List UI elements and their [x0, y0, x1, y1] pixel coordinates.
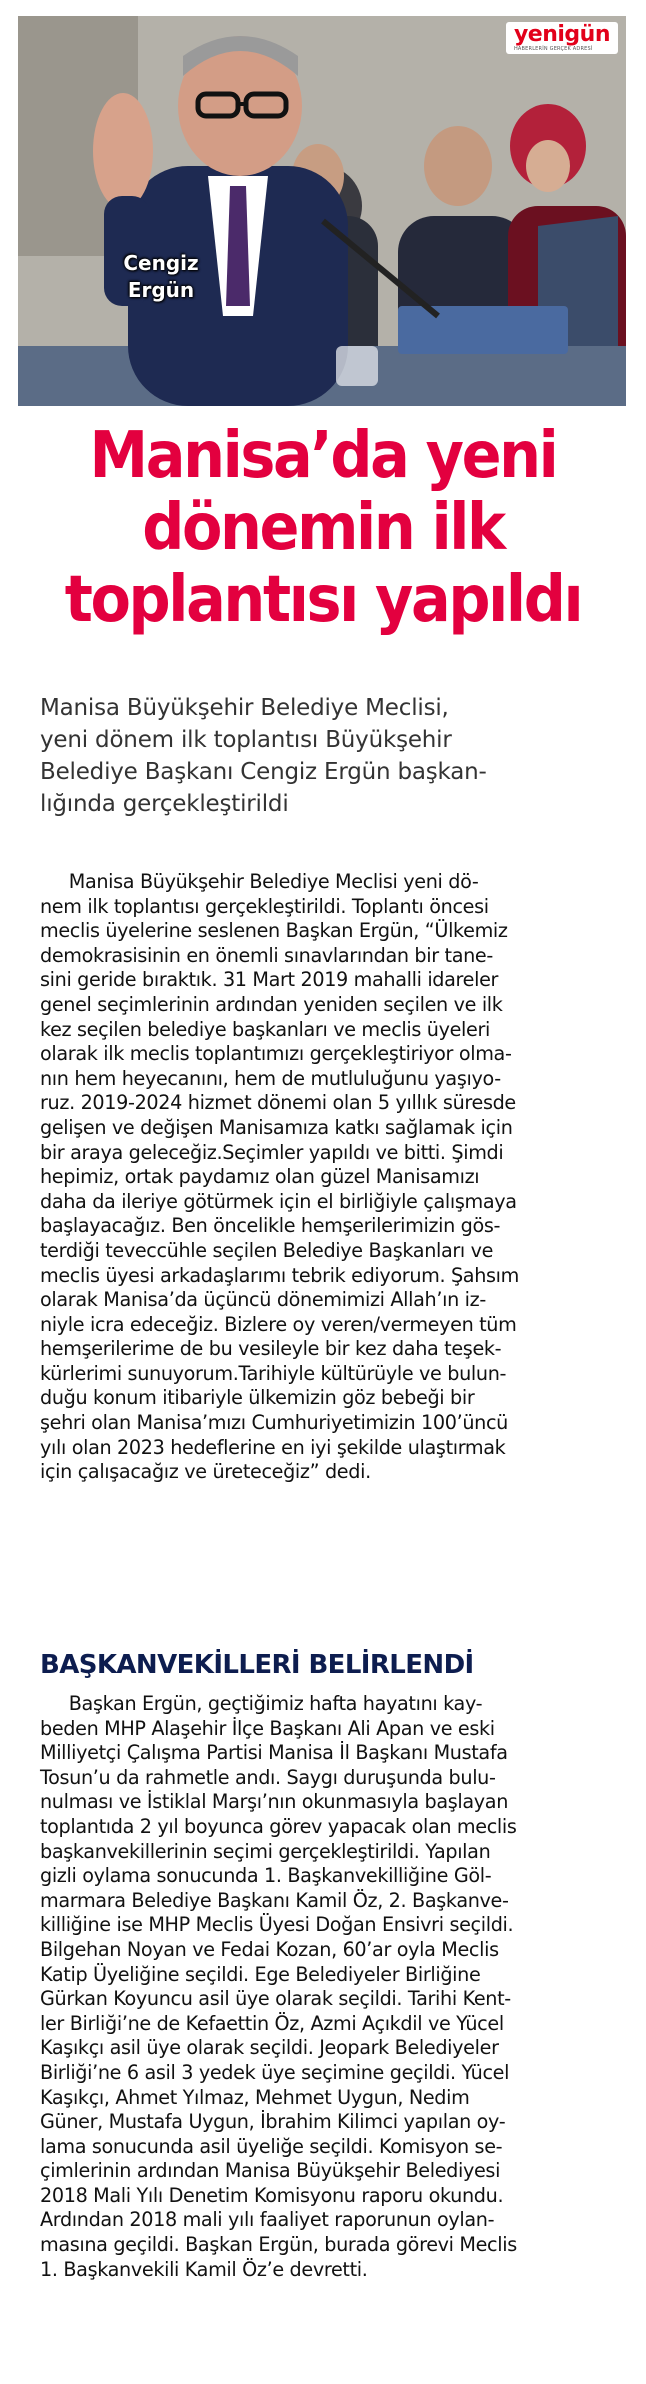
paragraph-line: Bilgehan Noyan ve Fedai Kozan, 60’ar oyla Meclis [40, 1937, 499, 1961]
paragraph-line: nem ilk toplantısı gerçekleştirildi. Toplantı öncesi [40, 894, 489, 918]
paragraph-line: beden MHP Alaşehir İlçe Başkanı Ali Apan ve eski [40, 1716, 495, 1740]
paragraph-line: ler Birliği’ne de Kefaettin Öz, Azmi Açıkdil ve Yücel [40, 2011, 504, 2035]
photo-illustration [18, 16, 626, 406]
section-heading: BAŞKANVEKİLLERİ BELİRLENDİ [40, 1650, 474, 1680]
paragraph-line: Gürkan Koyuncu asil üye olarak seçildi. Tarihi Kent- [40, 1987, 511, 2011]
paragraph-line: niyle icra edeceğiz. Bizlere oy veren/vermeyen tüm [40, 1312, 517, 1336]
caption-line-2: Ergün [127, 278, 195, 302]
paragraph-line: Ardından 2018 mali yılı faaliyet raporunun oylan- [40, 2208, 495, 2232]
paragraph-line: killiğine ise MHP Meclis Üyesi Doğan Ensivri seçildi. [40, 1913, 514, 1937]
paragraph-line: olarak ilk meclis toplantımızı gerçekleştiriyor olma- [40, 1042, 512, 1066]
paragraph-line: lama sonucunda asil üyeliğe seçildi. Komisyon se- [40, 2134, 503, 2158]
paragraph-line: şehri olan Manisa’mızı Cumhuriyetimizin 100’üncü [40, 1411, 508, 1435]
subheadline [40, 692, 630, 820]
paragraph-line: nın hem heyecanını, hem de mutluluğunu yaşıyo- [40, 1066, 501, 1090]
paragraph-line: sini geride bıraktık. 31 Mart 2019 mahalli idareler [40, 968, 499, 992]
paragraph-line: Birliği’ne 6 asil 3 yedek üye seçimine geçildi. Yücel [40, 2060, 510, 2084]
paragraph-line: genel seçimlerinin ardından yeniden seçilen ve ilk [40, 992, 503, 1016]
paragraph-line: başkanvekillerinin seçimi gerçekleştirildi. Yapılan [40, 1839, 491, 1863]
paragraph-line: duğu konum itibariyle ülkemizin göz bebeği bir [40, 1386, 475, 1410]
subheadline-line: Manisa Büyükşehir Belediye Meclisi, [40, 695, 449, 721]
subheadline-line: yeni dönem ilk toplantısı Büyükşehir [40, 727, 452, 753]
paragraph-line: çimlerinin ardından Manisa Büyükşehir Belediyesi [40, 2159, 501, 2183]
article-photo [18, 16, 626, 406]
paragraph-line: masına geçildi. Başkan Ergün, burada görevi Meclis [40, 2233, 517, 2257]
paragraph-line: terdiği teveccühle seçilen Belediye Başkanları ve [40, 1238, 494, 1262]
subheadline-line: lığında gerçekleştirildi [40, 791, 289, 817]
paragraph-line: Başkan Ergün, geçtiğimiz hafta hayatını kay- [40, 1692, 483, 1715]
paragraph-line: bir araya geleceğiz.Seçimler yapıldı ve bitti. Şimdi [40, 1140, 504, 1164]
paragraph-line: Milliyetçi Çalışma Partisi Manisa İl Başkanı Mustafa [40, 1741, 508, 1765]
paragraph-line: hemşerilerime de bu vesileyle bir kez daha teşek- [40, 1337, 502, 1361]
paragraph-line: Güner, Mustafa Uygun, İbrahim Kilimci yapılan oy- [40, 2110, 506, 2134]
paragraph-line: kez seçilen belediye başkanları ve meclis üyeleri [40, 1017, 490, 1041]
paragraph-line: ruz. 2019-2024 hizmet dönemi olan 5 yıllık süresde [40, 1091, 516, 1115]
article-paragraph-1 [40, 870, 630, 1485]
paragraph-line: Kaşıkçı asil üye olarak seçildi. Jeopark Belediyeler [40, 2036, 499, 2060]
paragraph-line: 1. Başkanvekili Kamil Öz’e devretti. [40, 2257, 368, 2281]
paragraph-line: 2018 Mali Yılı Denetim Komisyonu raporu okundu. [40, 2183, 504, 2207]
subheadline-line: Belediye Başkanı Cengiz Ergün başkan- [40, 759, 487, 785]
photo-caption [106, 250, 216, 304]
paragraph-line: demokrasisinin en önemli sınavlarından bir tane- [40, 943, 493, 967]
paragraph-line: hepimiz, ortak paydamız olan güzel Manisamızı [40, 1165, 480, 1189]
logo-wordmark: yenigün [513, 22, 610, 47]
paragraph-line: Katip Üyeliğine seçildi. Ege Belediyeler Birliğine [40, 1962, 481, 1986]
paragraph-line: nulması ve İstiklal Marşı’nın okunmasıyla başlayan [40, 1790, 509, 1814]
headline-line-3: toplantısı yapıldı [64, 563, 582, 637]
paragraph-line: için çalışacağız ve üreteceğiz” dedi. [40, 1460, 371, 1484]
paragraph-line: marmara Belediye Başkanı Kamil Öz, 2. Başkanve- [40, 1888, 509, 1912]
paragraph-line: olarak Manisa’da üçüncü dönemimizi Allah’ın iz- [40, 1288, 486, 1312]
paragraph-line: başlayacağız. Ben öncelikle hemşerilerimizin gös- [40, 1214, 501, 1238]
paragraph-line: kürlerimi sunuyorum.Tarihiyle kültürüyle ve bulun- [40, 1361, 507, 1385]
paragraph-line: meclis üyelerine seslenen Başkan Ergün, “Ülkemiz [40, 919, 508, 943]
headline-line-1: Manisa’da yeni [89, 419, 557, 493]
headline [42, 420, 603, 636]
logo-tagline: HABERLERİN GERÇEK ADRESİ [513, 46, 593, 52]
paragraph-line: daha da ileriye götürmek için el birliğiyle çalışmaya [40, 1189, 517, 1213]
paragraph-line: Manisa Büyükşehir Belediye Meclisi yeni dö- [40, 870, 479, 893]
article-paragraph-2 [40, 1692, 630, 2282]
paragraph-line: gizli oylama sonucunda 1. Başkanvekilliğine Göl- [40, 1864, 492, 1888]
paragraph-line: gelişen ve değişen Manisamıza katkı sağlamak için [40, 1115, 513, 1139]
paragraph-line: yılı olan 2023 hedeflerine en iyi şekilde ulaştırmak [40, 1435, 506, 1459]
newspaper-logo [506, 22, 618, 54]
paragraph-line: toplantıda 2 yıl boyunca görev yapacak olan meclis [40, 1814, 517, 1838]
paragraph-line: Kaşıkçı, Ahmet Yılmaz, Mehmet Uygun, Nedim [40, 2085, 470, 2109]
caption-line-1: Cengiz [123, 251, 199, 275]
paragraph-line: meclis üyesi arkadaşlarımı tebrik ediyorum. Şahsım [40, 1263, 519, 1287]
headline-line-2: dönemin ilk [142, 491, 504, 565]
paragraph-line: Tosun’u da rahmetle andı. Saygı duruşunda bulu- [40, 1765, 496, 1789]
